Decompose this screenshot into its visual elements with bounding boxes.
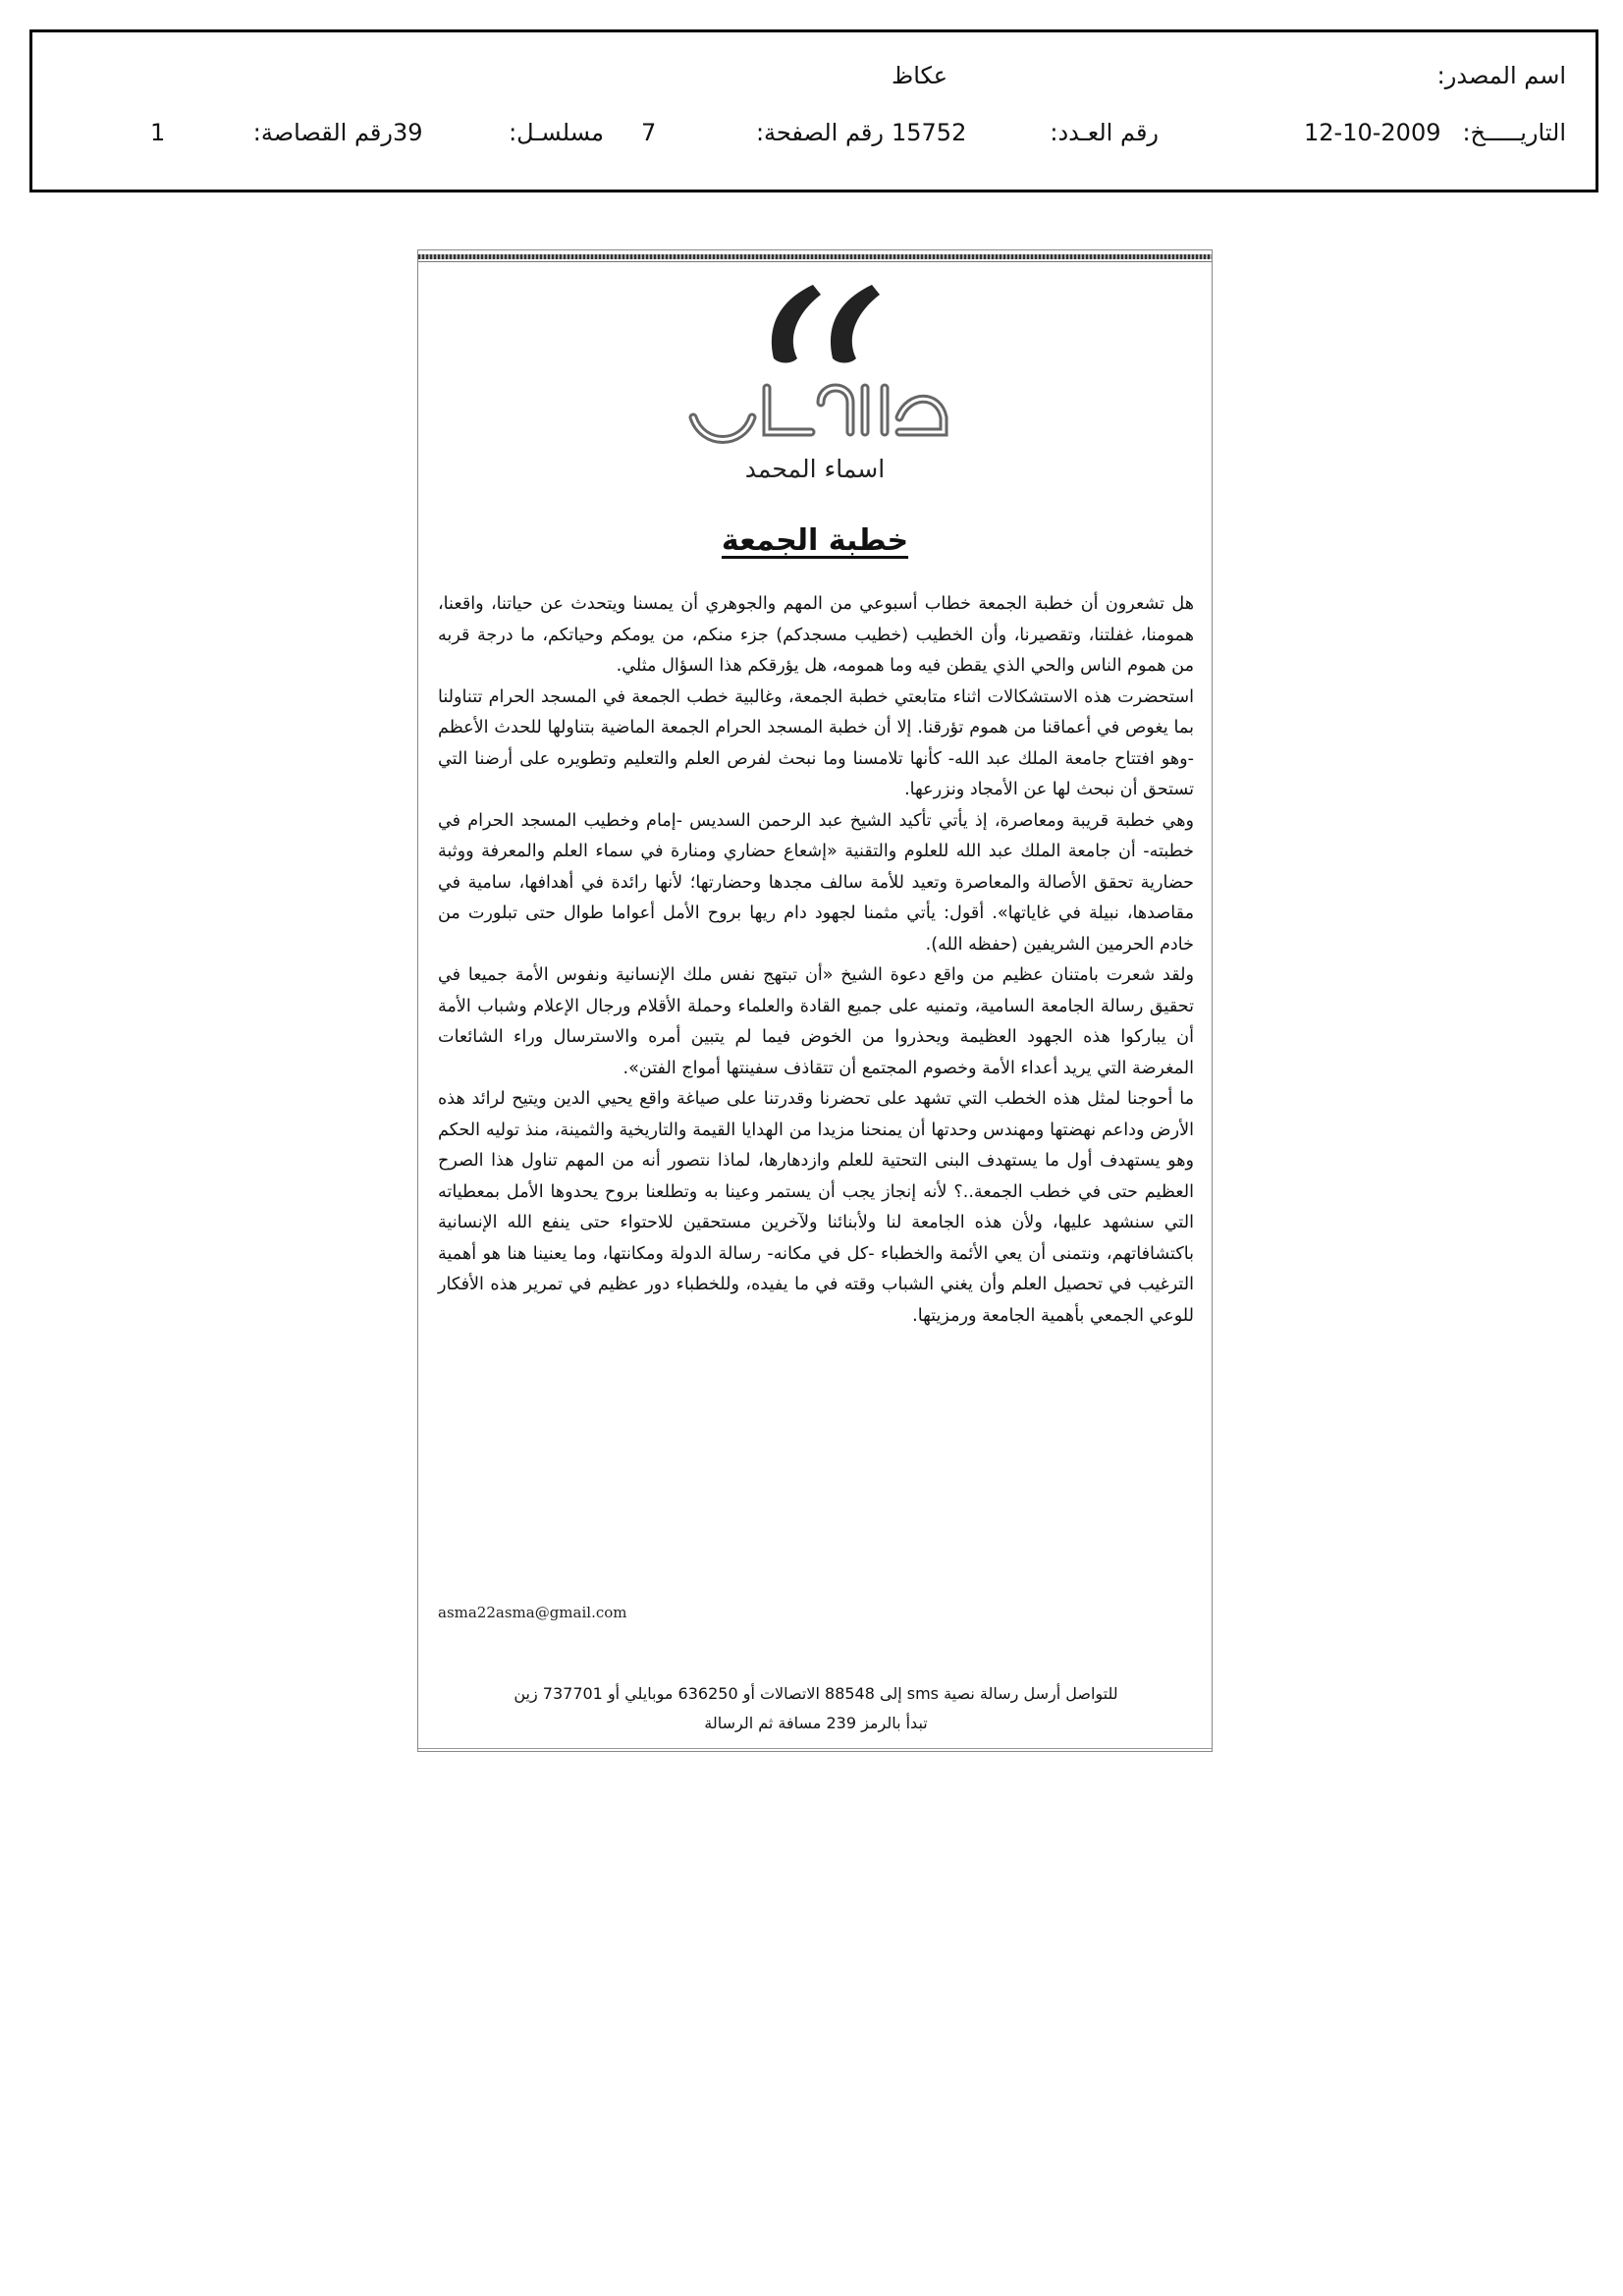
source-value: عكاظ <box>892 62 948 89</box>
serial-label: مسلسـل: <box>509 119 604 146</box>
serial-value: 39 <box>393 119 423 146</box>
issue-label: رقم العـدد: <box>1050 119 1159 146</box>
article-paragraph: هل تشعرون أن خطبة الجمعة خطاب أسبوعي من المهم والجوهري أن يمسنا ويتحدث عن حياتنا، واقعنا، همومنا، غفلتنا، وتقصيرنا، وأن الخطيب (خطيب مسجدكم) جزء منكم، من يومكم وحياتكم، ما درجة قربه من هموم الناس والحي الذي يقطن فيه وما همومه، هل يؤرقكم هذا السؤال مثلي. <box>438 594 1194 676</box>
author-email: asma22asma@gmail.com <box>438 1604 627 1621</box>
contact-line-1: للتواصل أرسل رسالة نصية sms إلى 88548 الاتصالات أو 636250 موبايلي أو 737701 زين <box>514 1684 1118 1703</box>
quote-mark-icon <box>752 280 880 368</box>
bottom-border-line <box>418 1748 1212 1749</box>
page-label: رقم الصفحة: <box>755 119 884 146</box>
contact-line-2: تبدأ بالرمز 239 مسافة ثم الرسالة <box>704 1714 928 1732</box>
clip-number-label: رقم القصاصة: <box>252 119 393 146</box>
clipping-metadata-box <box>29 29 1598 192</box>
article-paragraph: ما أحوجنا لمثل هذه الخطب التي تشهد على تحضرنا وقدرتنا على صياغة واقع يحيي الدين ويتيح لرائد هذه الأرض وداعم نهضتها ومهندس وحدتها أن يمنحنا مزيدا من الهدايا القيمة والتاريخية والثمينة، منذ توليه الحكم وهو يستهدف أول ما يستهدف البنى التحتية للعلم وازدهارها، لماذا نتصور أنه من المهم تناول هذا الصرح العظيم حتى في خطب الجمعة..؟ لأنه إنجاز يجب أن يستمر وعينا به وتطلعنا بروح يحدوها الأمل بمعطياته التي سنشهد عليها، ولأن هذه الجامعة لنا ولأبنائنا ولآخرين مستحقين للاحتواء حتى ينفع الله الإنسانية باكتشافاتهم، ونتمنى أن يعي الأئمة والخطباء -كل في مكانه- رسالة الدولة ومكانتها، وما يعنينا هنا هو أهمية الترغيب في تحصيل العلم وأن يغني الشباب وقته في ما يفيده، وللخطباء دور عظيم في تمرير هذه الأفكار للوعي الجمعي بأهمية الجامعة ورمزيتها. <box>438 1089 1194 1326</box>
page-value: 7 <box>641 119 657 146</box>
top-border-rule <box>418 254 1212 259</box>
contact-info <box>438 1679 1194 1738</box>
column-logo-icon <box>674 363 958 462</box>
article-paragraph: استحضرت هذه الاستشكالات اثناء متابعتي خطبة الجمعة، وغالبية خطب الجمعة في المسجد الحرام تتناولنا بما يغوص في أعماقنا من هموم تؤرقنا. إلا أن خطبة المسجد الحرام الجمعة الماضية بتناولها للحدث الأعظم -وهو افتتاح جامعة الملك عبد الله- كأنها تلامسنا وما نبحث لفرص العلم والتعليم وتطويره على أرضنا التي تستحق أن نبحث لها عن الأمجاد ونزرعها. <box>438 686 1194 799</box>
article-paragraph: ولقد شعرت بامتنان عظيم من واقع دعوة الشيخ «أن تبتهج نفس ملك الإنسانية ونفوس الأمة جميعا في تحقيق رسالة الجامعة السامية، وتمنيه على جميع القادة والعلماء وحملة الأقلام ورجال الإعلام وشباب الأمة أن يباركوا هذه الجهود العظيمة ويحذروا من الخوض فيما لم يتبين أمره والاسترسال وراء الشائعات المغرضة التي يريد أعداء الأمة وخصوم المجتمع أن تتقاذف سفينتها أمواج الفتن». <box>438 965 1194 1078</box>
article-paragraph: وهي خطبة قريبة ومعاصرة، إذ يأتي تأكيد الشيخ عبد الرحمن السديس -إمام وخطيب المسجد الحرام في خطبته- أن جامعة الملك عبد الله للعلوم والتقنية «إشعاع حضاري ومنارة في سماء العلم والمعرفة ووثبة حضارية تحقق الأصالة والمعاصرة وتعيد للأمة سالف مجدها وحضارتها؛ لأنها رائدة في أهدافها، سامية في مقاصدها، نبيلة في غاياتها». أقول: يأتي مثمنا لجهود دام ريها بروح الأمل أعواما طوال حتى تبلورت من خادم الحرمين الشريفين (حفظه الله). <box>438 810 1194 955</box>
date-value: 12-10-2009 <box>1304 119 1441 146</box>
date-label: التاريـــــخ: <box>1462 119 1566 146</box>
newspaper-clipping <box>417 249 1213 1752</box>
article-title: خطبة الجمعة <box>721 523 909 558</box>
source-label: اسم المصدر: <box>1436 62 1566 89</box>
issue-value: 15752 <box>892 119 967 146</box>
clip-number-value: 1 <box>150 119 166 146</box>
article-body <box>438 589 1194 1332</box>
article-author: اسماء المحمد <box>744 455 886 483</box>
top-border-line <box>418 261 1212 262</box>
